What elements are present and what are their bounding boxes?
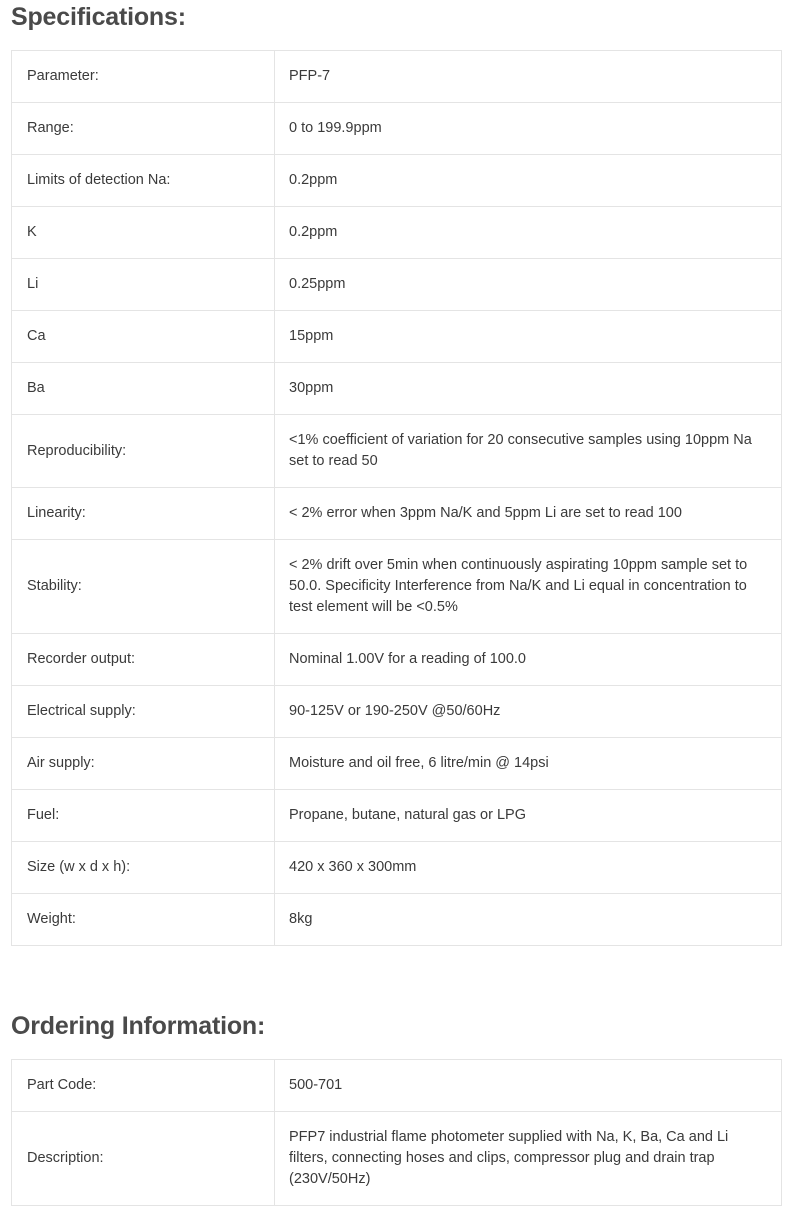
spec-row-weight (12, 894, 782, 946)
spec-label: Weight: (12, 894, 275, 946)
spec-row-parameter (12, 51, 782, 103)
spec-label: Linearity: (12, 488, 275, 540)
spec-value: < 2% error when 3ppm Na/K and 5ppm Li are set to read 100 (275, 488, 782, 540)
order-row-part-code (12, 1060, 782, 1112)
spec-row-electrical-supply (12, 686, 782, 738)
spec-label: Range: (12, 103, 275, 155)
spec-label: Stability: (12, 540, 275, 634)
spec-label: Size (w x d x h): (12, 842, 275, 894)
spec-row-detection-ba (12, 363, 782, 415)
spec-row-fuel (12, 790, 782, 842)
specifications-table (11, 50, 782, 946)
spec-label: Ba (12, 363, 275, 415)
spec-value: 90-125V or 190-250V @50/60Hz (275, 686, 782, 738)
spec-value: 0.25ppm (275, 259, 782, 311)
order-label: Description: (12, 1112, 275, 1206)
spec-value: 0 to 199.9ppm (275, 103, 782, 155)
spec-row-stability (12, 540, 782, 634)
spec-label: Recorder output: (12, 634, 275, 686)
spec-label: K (12, 207, 275, 259)
order-value: 500-701 (275, 1060, 782, 1112)
spec-row-detection-li (12, 259, 782, 311)
spec-value: 0.2ppm (275, 155, 782, 207)
spec-row-reproducibility (12, 415, 782, 488)
spec-value: 0.2ppm (275, 207, 782, 259)
spec-row-recorder-output (12, 634, 782, 686)
order-label: Part Code: (12, 1060, 275, 1112)
spec-label: Parameter: (12, 51, 275, 103)
spec-label: Electrical supply: (12, 686, 275, 738)
spec-value: < 2% drift over 5min when continuously aspirating 10ppm sample set to 50.0. Specificity Interference from Na/K and Li equal in concentration to test element will be <0.5% (275, 540, 782, 634)
spec-value: Nominal 1.00V for a reading of 100.0 (275, 634, 782, 686)
spec-value: Moisture and oil free, 6 litre/min @ 14psi (275, 738, 782, 790)
spec-row-detection-ca (12, 311, 782, 363)
order-value: PFP7 industrial flame photometer supplied with Na, K, Ba, Ca and Li filters, connecting hoses and clips, compressor plug and drain trap (230V/50Hz) (275, 1112, 782, 1206)
spec-label: Fuel: (12, 790, 275, 842)
spec-label: Reproducibility: (12, 415, 275, 488)
spec-label: Ca (12, 311, 275, 363)
ordering-table (11, 1059, 782, 1206)
spec-row-detection-na (12, 155, 782, 207)
spec-label: Air supply: (12, 738, 275, 790)
spec-label: Limits of detection Na: (12, 155, 275, 207)
spec-value: Propane, butane, natural gas or LPG (275, 790, 782, 842)
specifications-heading: Specifications: (11, 3, 186, 31)
spec-label: Li (12, 259, 275, 311)
spec-value: 15ppm (275, 311, 782, 363)
spec-row-range (12, 103, 782, 155)
spec-value: PFP-7 (275, 51, 782, 103)
spec-value: 30ppm (275, 363, 782, 415)
spec-value: <1% coefficient of variation for 20 consecutive samples using 10ppm Na set to read 50 (275, 415, 782, 488)
spec-row-linearity (12, 488, 782, 540)
spec-row-air-supply (12, 738, 782, 790)
spec-row-detection-k (12, 207, 782, 259)
order-row-description (12, 1112, 782, 1206)
spec-value: 8kg (275, 894, 782, 946)
ordering-heading: Ordering Information: (11, 1012, 266, 1040)
spec-row-size (12, 842, 782, 894)
spec-value: 420 x 360 x 300mm (275, 842, 782, 894)
